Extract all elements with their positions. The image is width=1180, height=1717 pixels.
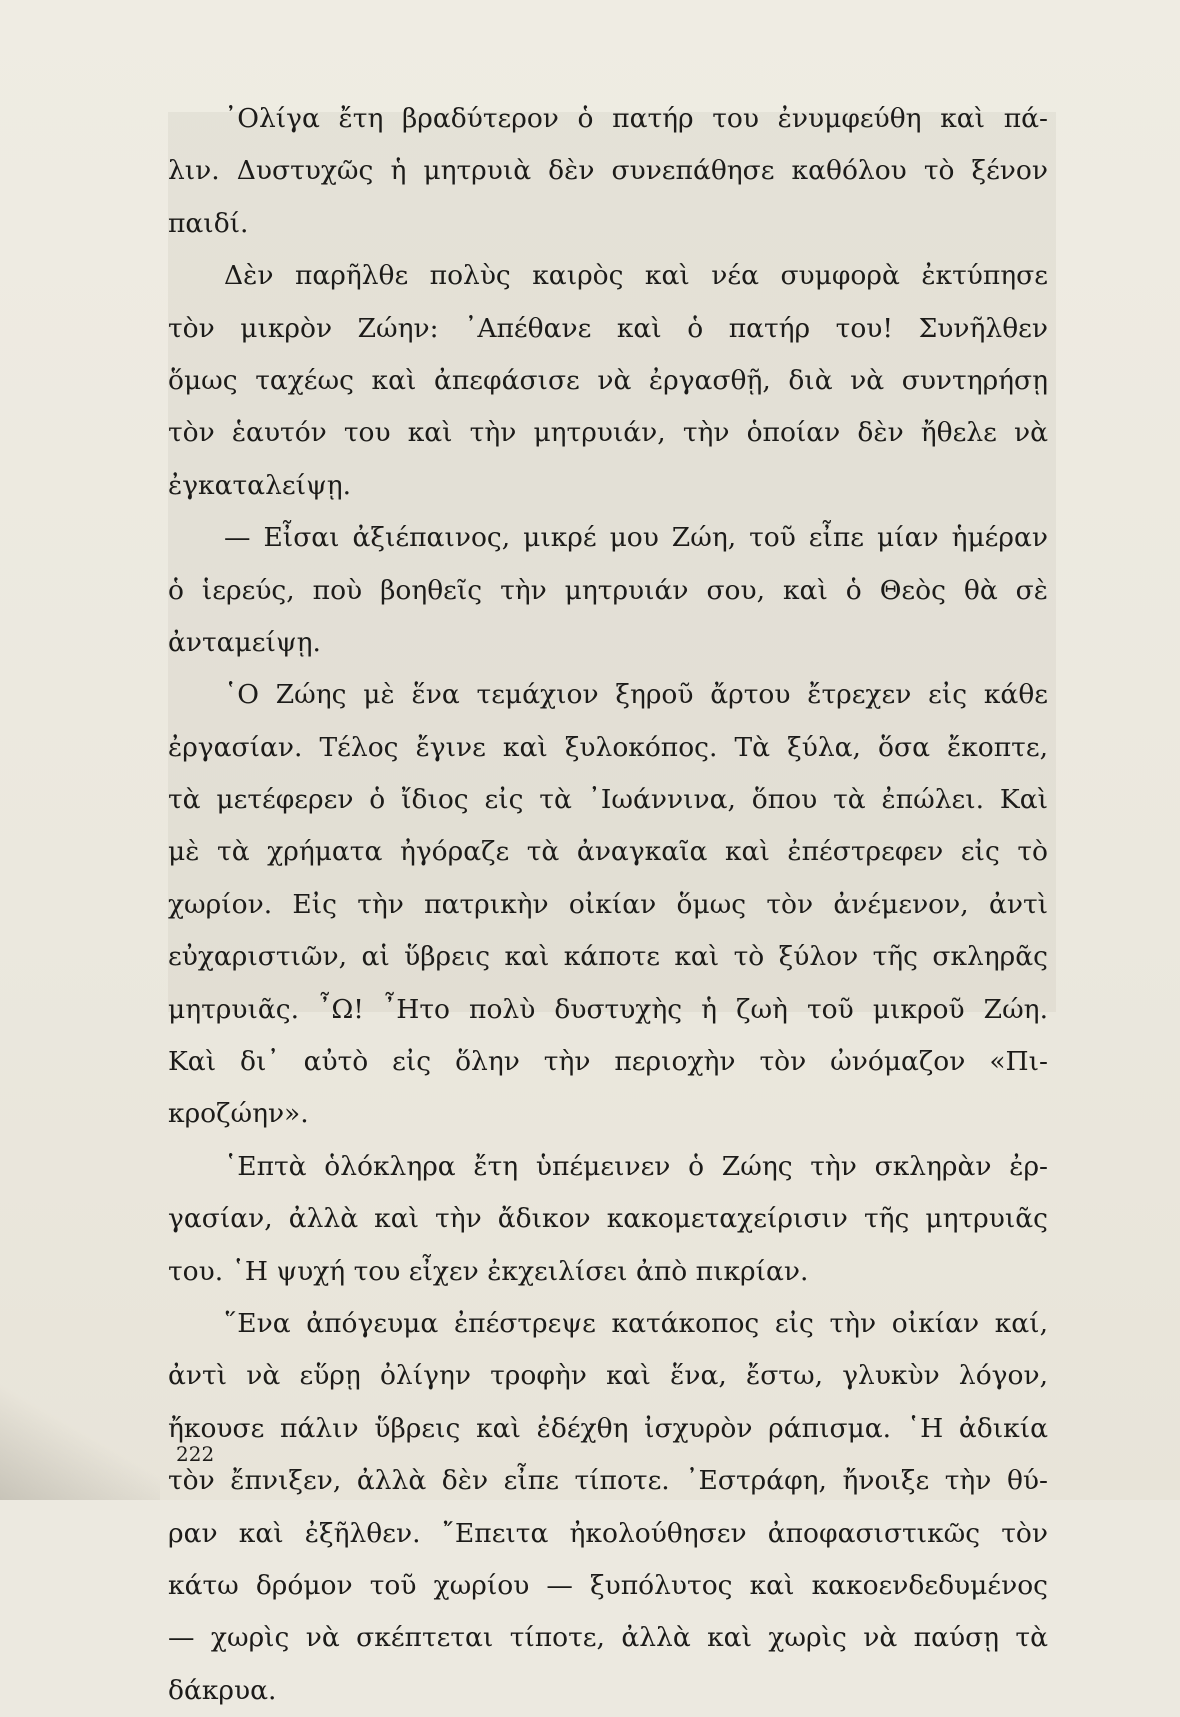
text-line: ᾿Ολίγα ἔτη βραδύτερον ὁ πατήρ του ἐνυμφεύθη καὶ πά-: [224, 103, 1048, 134]
text-line: παιδί.: [168, 207, 249, 239]
text-line: ῾Επτὰ ὁλόκληρα ἔτη ὑπέμεινεν ὁ Ζώης τὴν σκληρὰν ἐρ-: [224, 1150, 1048, 1182]
text-line: χωρίον. Εἰς τὴν πατρικὴν οἰκίαν ὅμως τὸν ἀνέμενον, ἀντὶ: [168, 888, 1048, 920]
text-line: λιν. Δυστυχῶς ἡ μητρυιὰ δὲν συνεπάθησε καθόλου τὸ ξένον: [168, 155, 1048, 187]
text-line: μὲ τὰ χρήματα ἠγόραζε τὰ ἀναγκαῖα καὶ ἐπέστρεφεν εἰς τὸ: [168, 836, 1048, 868]
text-line: δάκρυα.: [168, 1674, 277, 1706]
text-line: γασίαν, ἀλλὰ καὶ τὴν ἄδικον κακομεταχείρισιν τῆς μητρυιᾶς: [168, 1203, 1048, 1235]
text-line: ἀνταμείψῃ.: [168, 626, 321, 658]
text-line: ῾Ο Ζώης μὲ ἕνα τεμάχιον ξηροῦ ἄρτου ἔτρεχεν εἰς κάθε: [224, 679, 1048, 711]
text-line: ῞Ενα ἀπόγευμα ἐπέστρεψε κατάκοπος εἰς τὴν οἰκίαν καί,: [224, 1307, 1048, 1339]
text-line: τὸν ἑαυτόν του καὶ τὴν μητρυιάν, τὴν ὁποίαν δὲν ἤθελε νὰ: [168, 417, 1048, 449]
text-line: κάτω δρόμον τοῦ χωρίου — ξυπόλυτος καὶ κακοενδεδυμένος: [168, 1569, 1048, 1601]
text-line: ἐργασίαν. Τέλος ἔγινε καὶ ξυλοκόπος. Τὰ ξύλα, ὅσα ἔκοπτε,: [168, 731, 1048, 763]
text-line: — Εἶσαι ἀξιέπαινος, μικρέ μου Ζώη, τοῦ εἶπε μίαν ἡμέραν: [224, 522, 1048, 554]
text-line: μητρυιᾶς. ῏Ω! ῏Ητο πολὺ δυστυχὴς ἡ ζωὴ τοῦ μικροῦ Ζώη.: [168, 993, 1048, 1025]
text-line: ἐγκαταλείψῃ.: [168, 469, 352, 501]
page-corner-shadow: [0, 1380, 160, 1500]
text-line: ἀντὶ νὰ εὕρῃ ὀλίγην τροφὴν καὶ ἕνα, ἔστω, γλυκὺν λόγον,: [168, 1360, 1048, 1392]
text-line: τὸν ἔπνιξεν, ἀλλὰ δὲν εἶπε τίποτε. ᾿Εστράφη, ἤνοιξε τὴν θύ-: [168, 1465, 1048, 1497]
text-line: ἤκουσε πάλιν ὕβρεις καὶ ἐδέχθη ἰσχυρὸν ράπισμα. ῾Η ἀδικία: [168, 1412, 1048, 1444]
text-line: ραν καὶ ἐξῆλθεν. ῎Επειτα ἠκολούθησεν ἀποφασιστικῶς τὸν: [168, 1517, 1048, 1549]
text-line: Δὲν παρῆλθε πολὺς καιρὸς καὶ νέα συμφορὰ ἐκτύπησε: [224, 260, 1048, 292]
page-number: 222: [176, 1442, 215, 1466]
text-line: ὅμως ταχέως καὶ ἀπεφάσισε νὰ ἐργασθῇ, διὰ νὰ συντηρήσῃ: [168, 364, 1048, 396]
text-line: Καὶ δι᾿ αὐτὸ εἰς ὅλην τὴν περιοχὴν τὸν ὠνόμαζον «Πι-: [168, 1046, 1048, 1078]
text-line: — χωρὶς νὰ σκέπτεται τίποτε, ἀλλὰ καὶ χωρὶς νὰ παύσῃ τὰ: [168, 1622, 1048, 1654]
text-line: τὸν μικρὸν Ζώην: ᾿Απέθανε καὶ ὁ πατήρ του! Συνῆλθεν: [168, 312, 1048, 344]
text-line: του. ῾Η ψυχή του εἶχεν ἐκχειλίσει ἀπὸ πικρίαν.: [168, 1255, 809, 1287]
text-line: τὰ μετέφερεν ὁ ἴδιος εἰς τὰ ᾿Ιωάννινα, ὅπου τὰ ἐπώλει. Καὶ: [168, 784, 1048, 816]
text-line: κροζώην».: [168, 1098, 309, 1130]
text-line: εὐχαριστιῶν, αἱ ὕβρεις καὶ κάποτε καὶ τὸ ξύλον τῆς σκληρᾶς: [168, 941, 1048, 973]
body-text: [168, 93, 1048, 1717]
text-line: ὁ ἱερεύς, ποὺ βοηθεῖς τὴν μητρυιάν σου, καὶ ὁ Θεὸς θὰ σὲ: [168, 574, 1048, 606]
